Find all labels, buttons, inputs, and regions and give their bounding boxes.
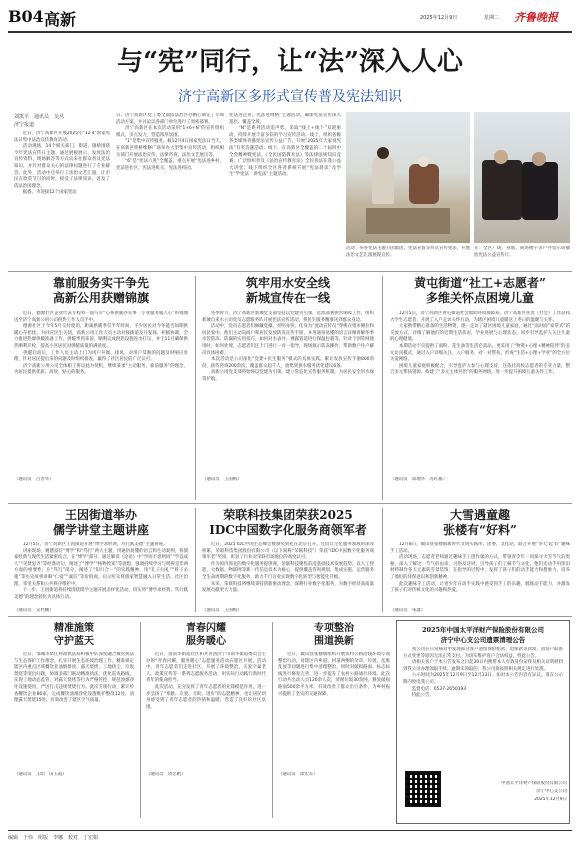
row3-col-divider-1 bbox=[195, 508, 196, 612]
qr-code bbox=[405, 771, 441, 807]
article-huangtun-children bbox=[390, 276, 570, 500]
article-title-line1: 黄屯街道“社工+志愿者” bbox=[414, 276, 546, 290]
photo-screen-broadcast bbox=[474, 112, 570, 243]
notice-subtitle: 济宁中心支公司遗票清理公告 bbox=[440, 636, 526, 644]
issue-date: 2025年12月9日 bbox=[420, 15, 458, 21]
article-title-line2: 高新公用获赠锦旗 bbox=[52, 291, 149, 305]
main-byline-location: 济宁报道 bbox=[14, 122, 35, 128]
article-byline: （通讯员 吕善华） bbox=[14, 477, 54, 482]
main-byline-authors: 刘凯平 通讯员 吴丛 bbox=[14, 114, 65, 120]
article-body: 近日，邹城市柴庄村政执法局积极中队深度融合城管执法与生态保护工作理念，扎实开展生态环境治理工作。精准锁定辖区内重点区域餐饮业油烟排放、露天烧烤、工地扬尘、垃圾焚烧等突出问题，协调多部门联动精准执法，优化巡查路线，实现工地动态监管，对露天烧烤等行为严格管控，规范油烟净化设施使用，严厉打击违规焚烧行为。此次专项行动，累计检查餐饮企业86家，完成餐饮油烟净化设施维护整改12处，清理露天焚烧15处，有效改善了辖区空气质量。 bbox=[14, 652, 134, 704]
notice-org-branch: 济宁中心支公司 bbox=[536, 789, 567, 794]
article-title-line2: IDC中国数字化服务商领军者 bbox=[209, 523, 367, 537]
article-title-line2: 新城宣传在一线 bbox=[245, 291, 330, 305]
article-body: 近日，德源社区企业代表专程将一面写有“心系供暖办实事 专业服务暖人心”的锦旗送至济宁高新公用公司供热工作人员手中。 德源社区于今年5月交付使用，距离供暖季仅半年时间，不少居民对今冬能否如期供暖心存担忧。为回应民生关切，高新公用工作人员主动对接街道及开发商，积极协调，全力推进热源供暖准备工作。供暖季到来前，顺利完成供热设施连水打压，并于11月确保供热顺利开栓，提高小区居民对供暖质量的满意度。 供暖启动后，工作人员主动上门为用户开阀、排风，对用户反映的问题及时响应处理，针对居民提出来的问题及时组织排查，赢得了社区居民的广泛认可。 济宁高新公用公司全体职工将以此为契机，继续秉承“主动服务，靠前服务”的理念，为居民提供优质、高效、贴心的服务。 bbox=[14, 311, 188, 376]
issue-weekday: 星期二 bbox=[484, 15, 500, 21]
article-title-line1: 大雪遇童趣 bbox=[449, 508, 510, 522]
photo-caption-1: 活动：举办宪法主题公园群团，宪法宣誓等形式宣传宪法，开展法治文艺汇演展现宣传。 bbox=[346, 246, 470, 258]
article-ronglian-award bbox=[202, 508, 374, 612]
main-byline bbox=[14, 113, 94, 129]
article-water-safety bbox=[202, 276, 374, 500]
article-wangyin-lecture bbox=[14, 508, 188, 612]
article-body: 12月8日，微山县张楼镇新时代文明实践所、团委、文化站，联合开展“冬天‘起’好”趣味手工活动。 活动现场，志愿者老师通过趣味手工创作课的方式，带领青少年一同探寻大雪节气的奥秘，深入了解这一节气的由来、习俗及诗词，引导孩子们了解节气文化，他们还动手用废旧材料制作冬天元素的雪景装饰，在指导的过程中，发挥了孩子们的动手能力和想象力，培养了他们的环保意识和创新精神。 此次趣味手工活动，让青少年在动手实践中感受到手工的乐趣，锻炼动手能力，并激发了孩子们对传统文化的兴趣和热爱。 bbox=[390, 542, 570, 594]
article-daxue-fun bbox=[390, 508, 570, 612]
notice-org: 中国太平洋财产保险股份有限公司 bbox=[501, 781, 567, 786]
article-title-line1: 精准施策 bbox=[54, 623, 94, 634]
article-byline: （通讯员 王国梅） bbox=[202, 608, 242, 613]
article-byline: （通讯员 王昭 田玉霞） bbox=[14, 772, 67, 777]
article-title-line1: 靠前服务实干争先 bbox=[52, 276, 149, 290]
article-title-line1: 专项整治 bbox=[314, 623, 354, 634]
article-title-line2: 围道换新 bbox=[314, 636, 354, 647]
article-title-line1: 王因街道举办 bbox=[64, 508, 137, 522]
row2-divider bbox=[8, 271, 572, 272]
row4-col-divider-1 bbox=[140, 622, 141, 818]
article-gaoxin-utility bbox=[14, 276, 188, 500]
article-body: 12月5日，济宁高新区王因街道开展“博学求经典，笃行践美德”主题讲座。 讲座现场，姚德富灯“博学”和“笃行”两大主题，用通俗易懂的语言和生动案例，将儒家经典与现代生活紧密结合，在“博学”部分，通过解读《论语》中“学而不思则罔”“学以成人”“见贤思齐”等经典语句，阐述了“博学”“格物致知”等思想，强调持续学习与明辨是非两方面的重要性；在“笃行”部分，阐述了“知行合一”的实践精神，用“孔子问礼”“曾子杀猪”等历史故事讲解“仁爱”“诚信”等价值观，启示听众将儒家智慧融入日常生活、社区治理、邻里关系和公共秩序维护中。 下一步，王因街道将持续围绕儒学主题开展多样化活动，切实将“博学求经典，笃行践美德”的理念转化为具体行动。 bbox=[14, 542, 188, 600]
row4-col-divider-2 bbox=[272, 622, 273, 818]
article-byline: （通讯员 琼地华 苏红雁） bbox=[390, 477, 448, 482]
article-title-line1: 筑牢用水安全线 bbox=[245, 276, 330, 290]
article-title-line1: 青春闪耀 bbox=[186, 623, 226, 634]
footer-rule bbox=[8, 830, 572, 831]
article-byline: （通讯员 吴杜鹏） bbox=[14, 608, 54, 613]
article-byline: （通讯员 王国梅） bbox=[202, 477, 242, 482]
main-headline: 与“宪”同行，让“法”深入人心 bbox=[117, 47, 463, 77]
article-youth-service bbox=[146, 622, 266, 818]
photo-outdoor-publicity bbox=[346, 112, 470, 243]
main-column-1: 近日，济宁高新区开展2025年“12·4”国家宪法日集中法治宣传教育活动。 活动现场，14个相关部门、街道、镇桥围绕今年宪法宣传日主题，通过展板展示、发放法治宣传资料、现场解答等方式向来往群众普及宪法知识，并针对群众关心的法律问题进行了专业解答。此外，活动中还举行了法治文艺汇演，让市民在欣赏节目的同时，接受了法律知识、普及了依法治国理念。 据悉，为迎接12个国家宪法 bbox=[14, 131, 110, 196]
page-header bbox=[8, 6, 572, 32]
main-subheadline: 济宁高新区多形式宣传普及宪法知识 bbox=[178, 89, 402, 105]
notice-box bbox=[396, 620, 570, 824]
row3-col-divider-2 bbox=[382, 508, 383, 612]
article-title-line2: 守护蓝天 bbox=[54, 636, 94, 647]
article-byline: （通讯员 徐宏军） bbox=[278, 772, 318, 777]
article-title-line2: 多维关怀点困境儿童 bbox=[425, 291, 534, 305]
paper-logo: 齐鲁晚报 bbox=[514, 11, 558, 24]
notice-body: 我公司在日常核对中发现部分客户遗留保险赔款、退保款等款项，因客户联系方式变更等原因无法正常支付。为切实维护客户合法权益，特此公告。 请相关客户于本公告发布之日起30日内携带本人有效身份证件及相关证明材料到我公司办理领取手续。逾期未领取的，我公司将按照相关规定进行处理。 公示时间为2025年12月9日至12月13日。如对本公告内容有异议，请在公示期内致电我公司。 监督电话：0537-2650393 特此公告。 bbox=[403, 647, 563, 699]
main-column-2: 日，济宁高新区党工委全面依法治区办精心制定了专项活动方案，并讨论以各部门单位进行了周密部署。 济宁高新区在本次活动采用“1+6+N”的宣传组织模式，多点发力，营造浓厚氛围。 “1”是集中宣传服务。截12月4日国家宪法日当天，在高新区铁桥维修广场举办大型集中宣传活动，组织相关部门开展法治宣传，法律咨询，法治文艺展出等。 “6”是“宪法六进”全覆盖。重点开展“宪法进乡村、宪法进社区、宪法进机关、宪法进校园、 bbox=[116, 113, 224, 171]
row3-divider bbox=[8, 503, 572, 504]
photo-caption-2: 在：全区广场、身地、商场楼宇等户外显示屏播放宪法公益宣传片。 bbox=[474, 246, 570, 258]
article-body: 冬季时节，济宁高新区新城党支部坚持以党建为引领，选派部署供水保障工作，组织新城自来水公司党员志愿服务队开展宪法宣传活动，将民生服务精准送到群众身边。 活动中，党员志愿者们佩戴党徽、亮明身份，化身为“流动宣传员”穿梭在集市摊位和居民家中。他们主动向商户和居民发放防冻宣传手册，并用通俗易懂的语言详细讲解冬季水管防冻、防漏的实用技巧，如何对水表井、裸露管道进行保温包裹等。针对个别管网使用时，如何处理，志愿者们还上门进行一对一指导，现场演示防冻操作，帮助数户住户解决具体困难。 本次活动是公司深化“党建+民生服务”模式的具体实践。累计发放宣传手册800余份，接待咨询200余次，覆盖群众超千人，收集到供水服务优化建议6条。 高新公用党支部将始终以党建为引领，建立常态化宣传服务机制，为居民安全用水保驾护航。 bbox=[202, 311, 374, 382]
row4-divider bbox=[8, 616, 572, 617]
article-byline: （通讯员 周忠帆） bbox=[146, 772, 186, 777]
footer-editors: 编辑 于伟 组版 李娜 校对 丁宏娟 bbox=[8, 835, 99, 841]
article-body: 12月5日，济宁高新区黄屯街道社会救助环境保障局、济宁高新区慈善（社会）工作站和大学生志愿者，开展了入户走访关怀行动，为辖区困境儿童暖送上冬日的温暖与关怀。 大家携带精心准备的生活物资，逐一走访了辖区困境儿童家庭，通过“面对面”家常式”的交流方式，详细了解他们的近期生活状况，学业进展与心理状态。同步引导监护人关注儿童的心理健康。 本期活动不仅提供了面粉、花生油等生活必需品，更采用了“物资+心理+精神陪伴”的多元访问模式，通过入户详细关注，入户服务，对一对帮扶，形成“生活+心理+学业”的全方位关爱网络。 困境儿童家庭积极配合，引导监护人参与心理支持，还依托高校志愿者的专业力量，整合多元帮扶资源，构建了“多元主体共治”的服务网络，进一步提升困境儿童关怀工作。 bbox=[390, 311, 570, 376]
article-body: 近日，微山县张楼镇组织开展农村公路沿线环境专项整治行动，对辖区内乡道、村道两侧的杂草、垃圾、乱堆乱放等问题进行集中清理整治，同时对破损路面、标志标线进行修复完善，进一步提升了农村公路通行环境。此次行动共出动人员120余人次，清理垃圾30余吨，修复破损路面500余平方米，有效改善了群众出行条件，为乡村振兴提供了坚实的交通保障。 bbox=[278, 652, 390, 697]
article-title-line1: 荣联科技集团荣获2025 bbox=[223, 508, 353, 522]
article-title-line2: 服务暖心 bbox=[186, 636, 226, 647]
notice-title: 2025年中国太平洋财产保险股份有限公司 bbox=[421, 626, 545, 634]
section-name: 高新 bbox=[44, 10, 77, 29]
row2-col-divider-1 bbox=[195, 276, 196, 500]
row2-col-divider-2 bbox=[382, 276, 383, 500]
notice-date: 2025年12月9日 bbox=[534, 797, 567, 802]
article-title-line2: 儒学讲堂主题讲座 bbox=[52, 523, 149, 537]
article-byline: （通讯员 朱潇） bbox=[390, 608, 426, 613]
article-body: 近日，2025 IDC中国生态峰会暨颁奖典礼在北京召开。凭借自主化服务领域的深厚积累，荣联科技集团股份有限公司（以下简称“荣联科技”）荣获“IDC中国数字化服务商领军者”奖项，彰显了行业对荣联市场地位的高度认可。 作为国内领先的数字化服务提供商，荣联科技聚焦前沿基础技术发展趋势，以人工智能、大数据、物联网等新一代信息技术为核心，提供覆盖咨询规划、集成实施、运营服务全生命周期的数字化服务，助力千行百业实现数字化转型与智能化升级。 未来，荣联科技将继续秉持创新驱动理念，深耕行业数字化服务，为数字经济高质量发展贡献更大力量。 bbox=[202, 542, 374, 594]
page-number: B04 bbox=[8, 7, 44, 26]
main-column-3: 宪法进企业、宪法进网格”主题活动，确保宪法宣传深入基层、覆盖全域。 “N”是系列活动追声势。采取“线上+线下”双轮驱动，持续开展丰富多彩的学习宣传活动。线上，组织各级各类媒体刊播宪法宣传公益广告，开展“2025年大家说宪法”有奖答题活动；线下，在高新区全覆盖的二十届四中全会精神暨宪法、《全民国防教育法》等法律法规知识竞赛；广泛组织普及《法治宣传教育法》全民普法在我公益大讲堂；线下组织全区各普系统开展“宪法晨读”及学生“学宪法 讲宪法”主题活动。 bbox=[229, 113, 341, 178]
article-road-renewal bbox=[278, 622, 390, 818]
article-body: 近日，由南华街道社区和共青团济宁市南华街道委员会主办的“青春闪耀，服务暖心”志愿服务活动在辖区开展。活动中，青年志愿者们走进社区，开展了环境整治、关爱空巢老人、政策宣传等一系列志愿服务活动，用实际行动践行新时代青年的使命担当。 此次活动，充分发挥了青年志愿者的先锋模范作用，进一步弘扬了“奉献、友爱、互助、进步”的志愿精神，也让居民切身感受到了青年志愿者的热情和温暖，营造了良好的社区氛围。 bbox=[146, 652, 266, 710]
article-blue-sky bbox=[14, 622, 134, 818]
header-rule bbox=[8, 31, 572, 33]
article-title-line2: 张楼有“好料” bbox=[443, 523, 517, 537]
